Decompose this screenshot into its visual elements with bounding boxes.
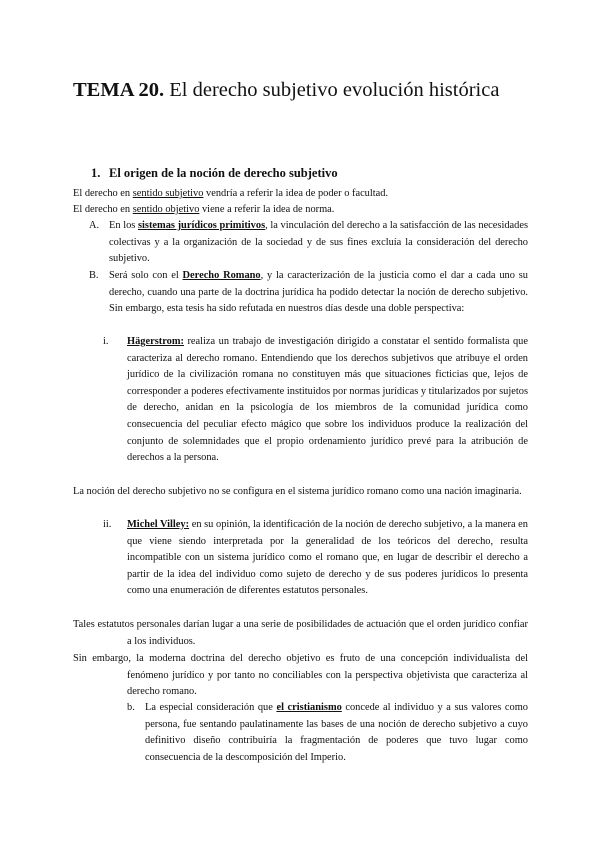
section-heading-text: El origen de la noción de derecho subjetivo [109, 166, 338, 180]
note-doctrina-moderna: Sin embargo, la moderna doctrina del derecho objetivo es fruto de una concepción individualista del fenómeno jurídico y por tanto no conciliables con la perspectiva objetivista que caracteriza al derecho romano. [73, 653, 528, 698]
term-sistemas-primitivos: sistemas jurídicos primitivos [138, 220, 266, 231]
list-marker-b: B. [89, 270, 99, 281]
term-derecho-romano: Derecho Romano [182, 270, 261, 281]
section-number: 1. [91, 166, 101, 180]
term-sentido-subjetivo: sentido subjetivo [132, 188, 204, 199]
term-cristianismo: el cristianismo [276, 702, 342, 713]
section-heading [91, 166, 338, 181]
note-estatutos-personales: Tales estatutos personales darían lugar a una serie de posibilidades de actuación que el orden jurídico confiar a los individuos. [73, 619, 528, 647]
list-marker-i: i. [103, 336, 109, 347]
list-item-hagerstrom: Hägerstrom: realiza un trabajo de investigación dirigido a constatar el sentido formalista que caracteriza al derecho romano. Entendiendo que los derechos subjetivos que atribuye el orden jurídico de la civilización romana no constituyen más que situaciones ficticias que, lejos de corresponder a poderes efectivamente instituidos por normas jurídicas y titularizados por sujetos de derecho, anidan en la psicología de los miembros de la comunidad jurídica como consecuencia del peculiar efecto mágico que sobre los individuos produce la realización del conjunto de solemnidades que el propio ordenamiento jurídico prevé para la atribución de derechos a la persona. [127, 336, 528, 464]
list-item-cristianismo: La especial consideración que el cristianismo concede al individuo y a sus valores como persona, fue sentando paulatinamente las bases de una noción de derecho subjetivo a cuyo definitivo diseño contribuiría la fragmentación de poderes que tuvo lugar como consecuencia de la descomposición del Imperio. [145, 702, 528, 763]
title-text: El derecho subjetivo evolución histórica [164, 79, 500, 101]
page-title [73, 76, 533, 105]
list-item-b: Será solo con el Derecho Romano, y la caracterización de la justicia como el dar a cada uno su derecho, cuando una parte de la doctrina jurídica ha podido detectar la noción de derecho subjetivo. Sin embargo, esta tesis ha sido refutada en nuestros días desde una doble perspectiva: [109, 270, 528, 315]
intro-line-subjective: El derecho en sentido subjetivo vendría a referir la idea de poder o facultad. [73, 188, 389, 199]
list-marker-a: A. [89, 220, 100, 231]
list-item-villey: Michel Villey: en su opinión, la identificación de la noción de derecho subjetivo, a la manera en que viene siendo interpretada por la generalidad de los teóricos del derecho, resulta incompatible con un sistema jurídico como el romano que, en lugar de describir el derecho a partir de la idea del individuo como sujeto de derecho y de sus poderes jurídicos lo presenta como una enumeración de diferentes estatutos personales. [127, 519, 528, 597]
list-marker-b-lower: b. [127, 702, 135, 713]
list-item-a: En los sistemas jurídicos primitivos, la vinculación del derecho a la satisfacción de las necesidades colectivas y a la organización de la sociedad y de sus fines excluía la consideración del derecho subjetivo. [109, 220, 528, 265]
term-sentido-objetivo: sentido objetivo [132, 204, 200, 215]
title-number: TEMA 20. [73, 79, 165, 101]
note-nocion-imaginaria: La noción del derecho subjetivo no se configura en el sistema jurídico romano como una nación imaginaria. [73, 486, 522, 497]
intro-line-objective: El derecho en sentido objetivo viene a referir la idea de norma. [73, 204, 335, 215]
term-hagerstrom: Hägerstrom: [127, 336, 184, 347]
term-michel-villey: Michel Villey: [127, 519, 190, 530]
list-marker-ii: ii. [103, 519, 112, 530]
